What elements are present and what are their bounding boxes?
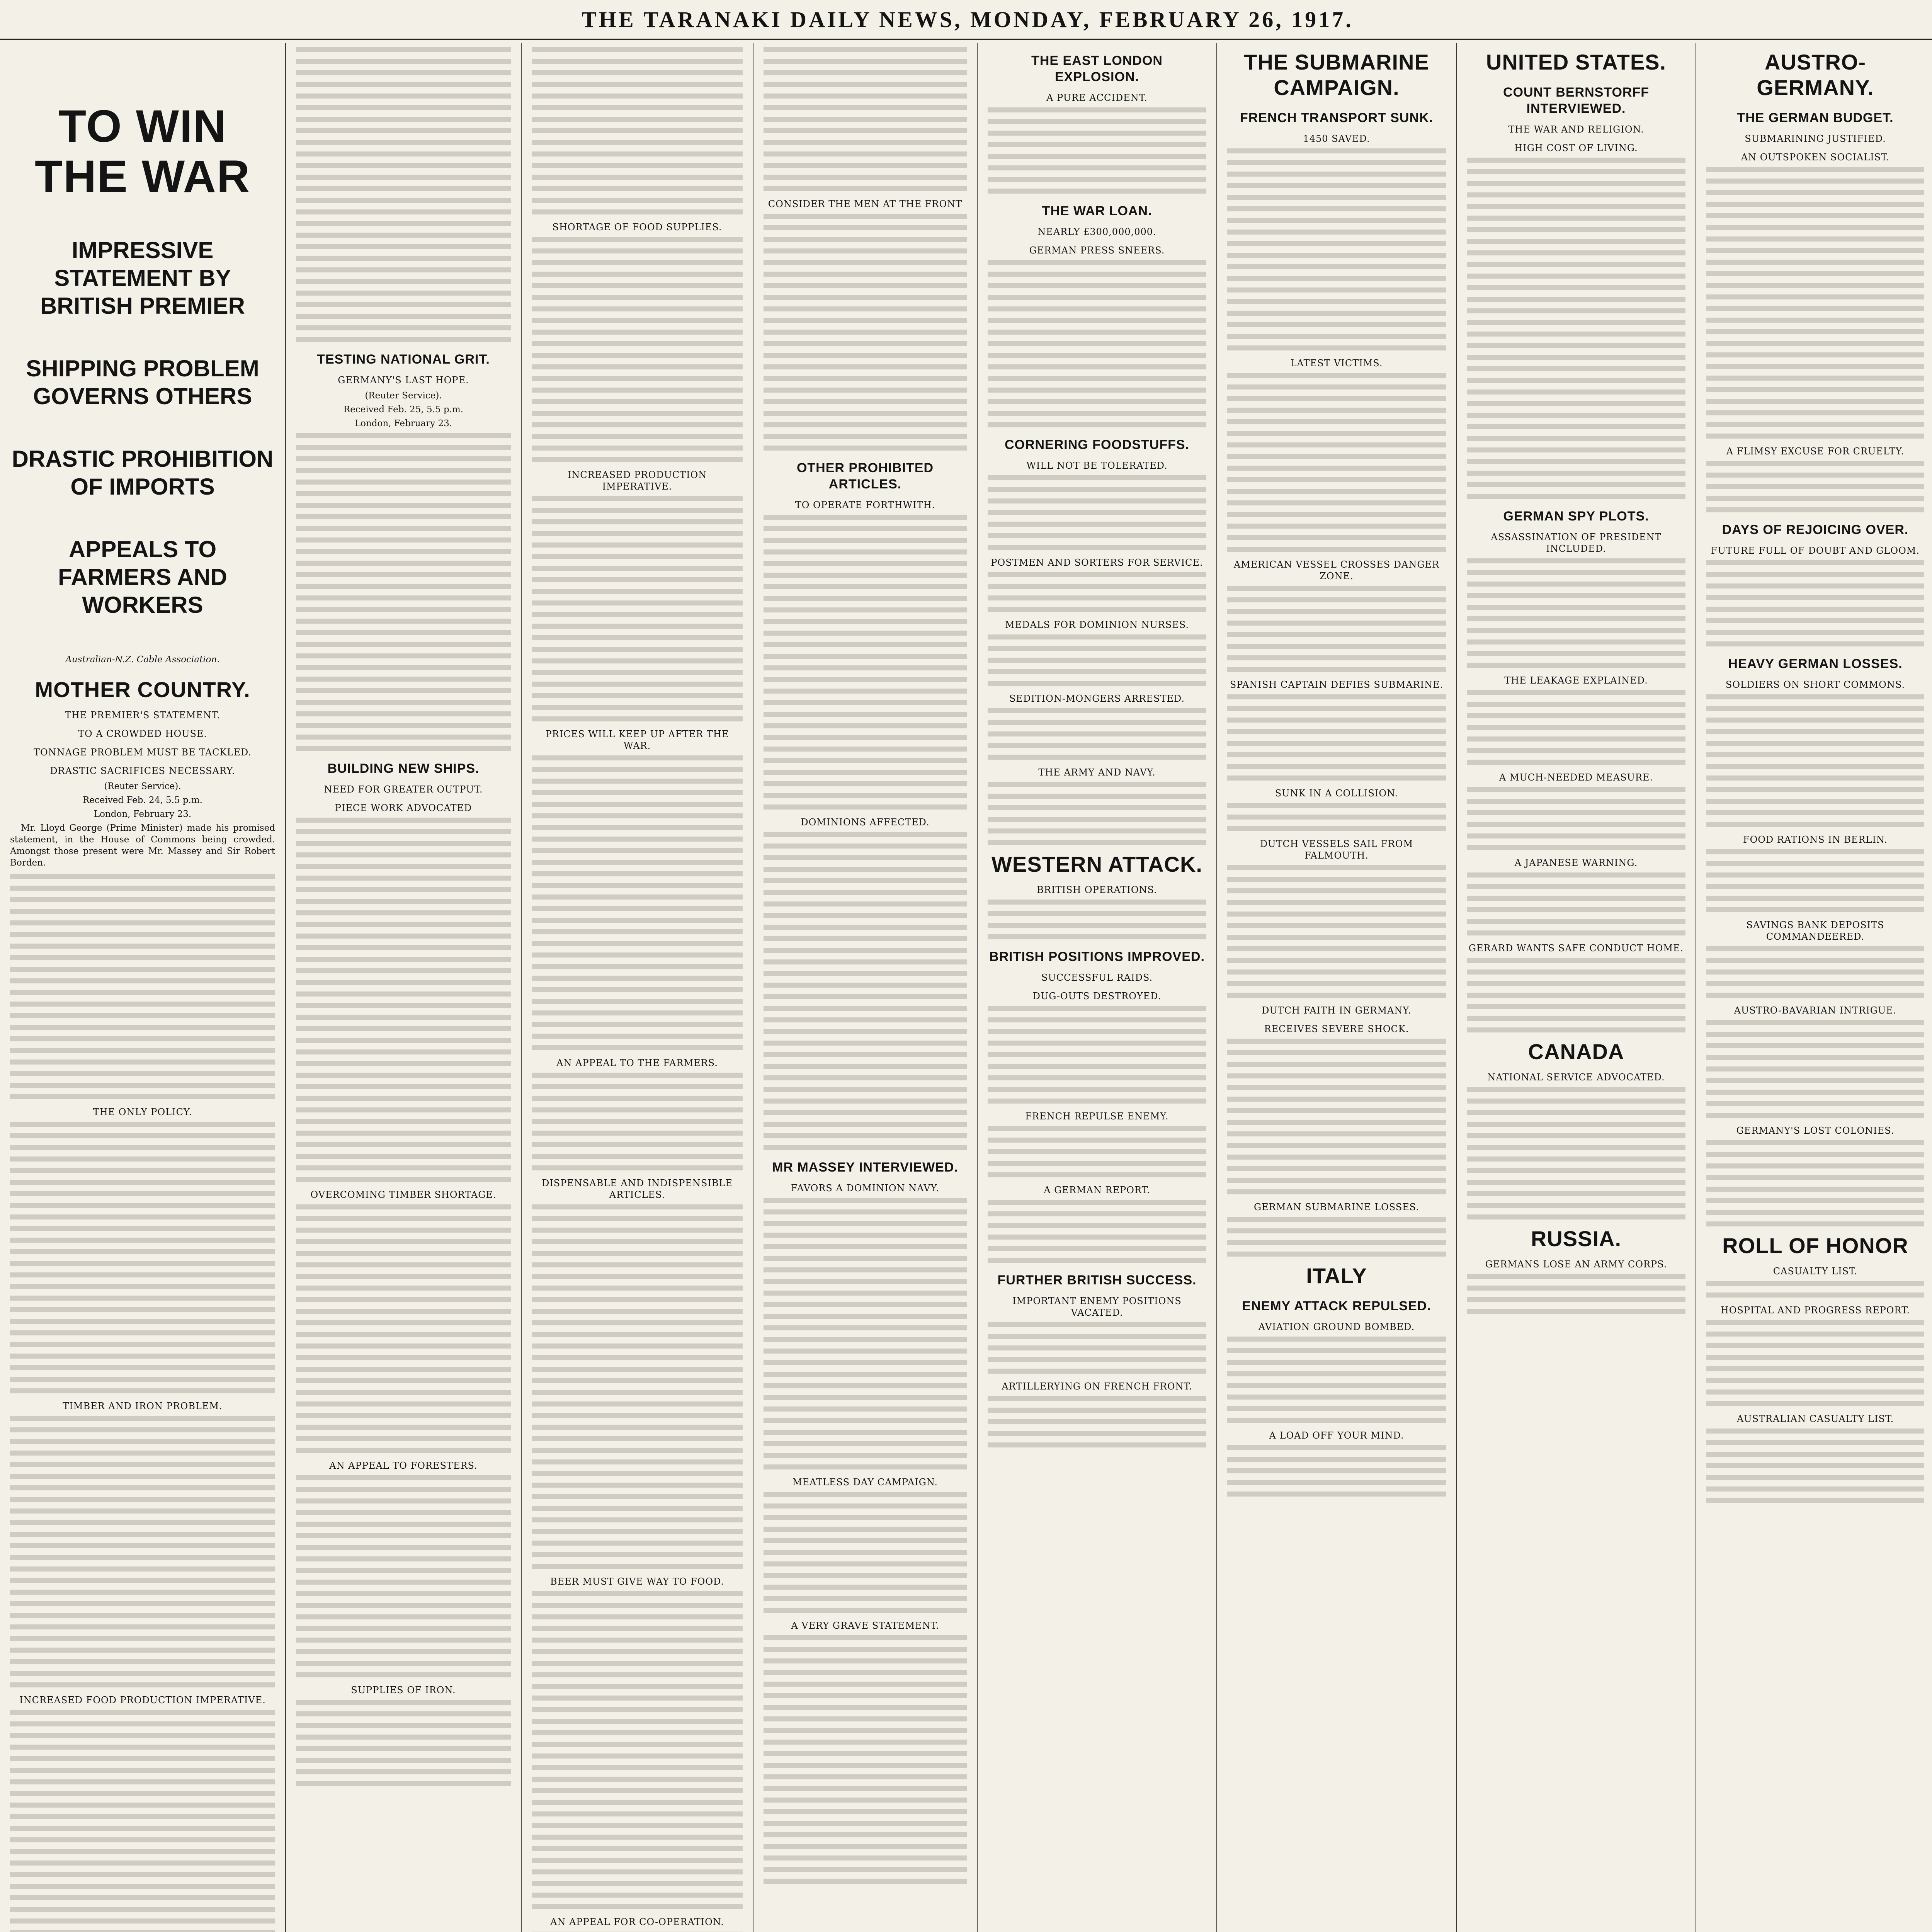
article-text (1227, 1445, 1446, 1497)
section-heading: TESTING NATIONAL GRIT. (317, 352, 490, 367)
section-heading: AUSTRO-GERMANY. (1757, 50, 1874, 100)
section-heading: HEAVY GERMAN LOSSES. (1728, 656, 1903, 671)
article-text (1467, 558, 1685, 668)
section-heading: OTHER PROHIBITED ARTICLES. (796, 461, 934, 492)
section-subheading: DUTCH VESSELS SAIL FROM FALMOUTH. (1260, 838, 1413, 861)
section-heading: THE EAST LONDON EXPLOSION. (1031, 53, 1163, 84)
section-subheading: THE ONLY POLICY. (93, 1107, 192, 1117)
article-text (296, 47, 511, 342)
article-text (988, 1006, 1206, 1104)
section-subheading: HIGH COST OF LIVING. (1514, 143, 1638, 153)
subheadline-4: APPEALS TO FARMERS AND WORKERS (58, 536, 227, 618)
article-text (764, 1198, 967, 1469)
section-subheading: FOOD RATIONS IN BERLIN. (1743, 834, 1888, 845)
article-text (764, 832, 967, 1150)
article-text (988, 1322, 1206, 1374)
section-subheading: BEER MUST GIVE WAY TO FOOD. (550, 1576, 724, 1587)
article-text (10, 1416, 275, 1687)
column-7 (1457, 43, 1696, 1932)
article-text (764, 515, 967, 810)
article-text (988, 782, 1206, 845)
article-text (988, 900, 1206, 939)
article-text (988, 634, 1206, 686)
section-subheading: THE PREMIER'S STATEMENT. (65, 710, 221, 721)
article-text (532, 1073, 743, 1170)
article-text (1227, 373, 1446, 552)
section-heading: ITALY (1306, 1264, 1367, 1288)
section-subheading: BRITISH OPERATIONS. (1037, 884, 1157, 895)
article-text (296, 1204, 511, 1453)
section-subheading: A VERY GRAVE STATEMENT. (791, 1620, 939, 1631)
section-subheading: TONNAGE PROBLEM MUST BE TACKLED. (34, 747, 252, 758)
article-text (988, 708, 1206, 760)
section-subheading: A MUCH-NEEDED MEASURE. (1499, 772, 1653, 783)
article-text (764, 1492, 967, 1613)
section-heading: DAYS OF REJOICING OVER. (1722, 522, 1909, 537)
section-subheading: AN APPEAL TO FORESTERS. (329, 1460, 478, 1471)
article-text (10, 874, 275, 1099)
section-subheading: ARTILLERYING ON FRENCH FRONT. (1002, 1381, 1192, 1392)
subheadline-1: IMPRESSIVE STATEMENT BY BRITISH PREMIER (40, 237, 245, 319)
article-text (988, 1126, 1206, 1177)
article-text (1467, 1274, 1685, 1314)
article-text (1467, 690, 1685, 765)
section-subheading: GERARD WANTS SAFE CONDUCT HOME. (1468, 943, 1684, 954)
section-subheading: PRICES WILL KEEP UP AFTER THE WAR. (545, 729, 729, 751)
section-subheading: PIECE WORK ADVOCATED (335, 803, 472, 813)
section-heading: BRITISH POSITIONS IMPROVED. (989, 949, 1205, 964)
section-subheading: SUNK IN A COLLISION. (1275, 788, 1398, 799)
section-subheading: A PURE ACCIDENT. (1046, 92, 1148, 103)
main-headline: TO WIN THE WAR (34, 101, 251, 202)
article-text (1467, 872, 1685, 935)
section-heading: BUILDING NEW SHIPS. (327, 761, 480, 776)
article-text (1227, 694, 1446, 781)
section-heading: CORNERING FOODSTUFFS. (1004, 437, 1190, 452)
section-subheading: INCREASED PRODUCTION IMPERATIVE. (567, 469, 707, 492)
section-subheading: AN APPEAL TO THE FARMERS. (556, 1058, 718, 1068)
received-line: Received Feb. 25, 5.5 p.m. (343, 405, 463, 415)
article-text (764, 47, 967, 191)
section-subheading: HOSPITAL AND PROGRESS REPORT. (1720, 1305, 1910, 1316)
section-heading: ENEMY ATTACK REPULSED. (1242, 1299, 1431, 1313)
article-text (1227, 1217, 1446, 1257)
section-heading: RUSSIA. (1531, 1226, 1622, 1251)
section-subheading: CASUALTY LIST. (1773, 1266, 1858, 1277)
section-subheading: SUCCESSFUL RAIDS. (1041, 972, 1153, 983)
section-subheading: THE WAR AND RELIGION. (1508, 124, 1644, 135)
article-text (1227, 1039, 1446, 1194)
section-heading: MOTHER COUNTRY. (35, 677, 250, 702)
section-heading: WESTERN ATTACK. (992, 852, 1202, 876)
section-subheading: SEDITION-MONGERS ARRESTED. (1009, 693, 1185, 704)
section-subheading: TIMBER AND IRON PROBLEM. (63, 1401, 223, 1412)
section-subheading: 1450 SAVED. (1303, 133, 1370, 144)
section-subheading: SOLDIERS ON SHORT COMMONS. (1725, 679, 1905, 690)
section-subheading: A GERMAN REPORT. (1044, 1185, 1150, 1196)
article-text (1227, 148, 1446, 350)
article-text (532, 496, 743, 721)
article-text (10, 1710, 275, 1932)
section-subheading: NEED FOR GREATER OUTPUT. (324, 784, 483, 795)
section-subheading: AUSTRALIAN CASUALTY LIST. (1736, 1413, 1894, 1424)
section-subheading: WILL NOT BE TOLERATED. (1026, 460, 1168, 471)
section-heading: ROLL OF HONOR (1722, 1233, 1908, 1258)
column-4 (753, 43, 978, 1932)
dateline: London, February 23. (354, 418, 452, 429)
article-text (1467, 158, 1685, 499)
section-subheading: GERMANY'S LAST HOPE. (338, 375, 469, 386)
section-subheading: ASSASSINATION OF PRESIDENT INCLUDED. (1491, 532, 1662, 554)
article-text (1706, 946, 1924, 998)
article-paragraph: Mr. Lloyd George (Prime Minister) made his promised statement, in the House of Commons being crowded. Amongst those present were Mr. Massey and Sir Robert Borden. (10, 823, 275, 868)
section-heading: FRENCH TRANSPORT SUNK. (1240, 111, 1433, 125)
section-subheading: DOMINIONS AFFECTED. (801, 817, 930, 828)
section-subheading: FAVORS A DOMINION NAVY. (791, 1183, 939, 1194)
credit-line: Australian-N.Z. Cable Association. (65, 655, 220, 665)
column-5 (978, 43, 1217, 1932)
section-subheading: DRASTIC SACRIFICES NECESSARY. (50, 765, 235, 776)
article-text (1706, 849, 1924, 912)
section-subheading: SUBMARINING JUSTIFIED. (1745, 133, 1886, 144)
article-text (988, 1200, 1206, 1263)
article-text (1227, 1337, 1446, 1423)
article-text (296, 1700, 511, 1786)
article-text (988, 1396, 1206, 1447)
subheadline-2: SHIPPING PROBLEM GOVERNS OTHERS (26, 355, 259, 409)
article-text (1706, 461, 1924, 512)
section-subheading: DUTCH FAITH IN GERMANY. (1262, 1005, 1412, 1016)
section-subheading: AVIATION GROUND BOMBED. (1258, 1321, 1415, 1332)
article-text (532, 1591, 743, 1909)
article-text (988, 107, 1206, 194)
masthead: THE TARANAKI DAILY NEWS, MONDAY, FEBRUARY 26, 1917. (0, 0, 1932, 40)
article-text (764, 1635, 967, 1884)
column-3 (522, 43, 753, 1932)
section-subheading: A JAPANESE WARNING. (1514, 857, 1638, 868)
section-subheading: MEATLESS DAY CAMPAIGN. (792, 1477, 938, 1488)
article-text (988, 260, 1206, 427)
section-heading: THE SUBMARINE CAMPAIGN. (1244, 50, 1429, 100)
section-subheading: THE LEAKAGE EXPLAINED. (1504, 675, 1648, 686)
section-subheading: SAVINGS BANK DEPOSITS COMMANDEERED. (1746, 920, 1884, 942)
section-subheading: LATEST VICTIMS. (1290, 358, 1383, 369)
section-subheading: GERMAN SUBMARINE LOSSES. (1253, 1202, 1419, 1213)
article-text (764, 214, 967, 451)
section-subheading: AN APPEAL FOR CO-OPERATION. (550, 1917, 724, 1927)
service-line: (Reuter Service). (365, 391, 442, 401)
section-heading: CANADA (1528, 1039, 1624, 1064)
section-subheading: DISPENSABLE AND INDISPENSIBLE ARTICLES. (542, 1178, 733, 1200)
column-6 (1217, 43, 1457, 1932)
section-subheading: A FLIMSY EXCUSE FOR CRUELTY. (1726, 446, 1905, 457)
service-line: (Reuter Service). (104, 781, 181, 791)
section-subheading: GERMANY'S LOST COLONIES. (1736, 1125, 1895, 1136)
article-text (1227, 586, 1446, 672)
article-text (296, 1475, 511, 1677)
article-text (1706, 694, 1924, 827)
article-text (532, 755, 743, 1050)
section-subheading: INCREASED FOOD PRODUCTION IMPERATIVE. (19, 1695, 266, 1706)
section-subheading: MEDALS FOR DOMINION NURSES. (1005, 619, 1189, 630)
article-text (1706, 1020, 1924, 1118)
section-subheading: OVERCOMING TIMBER SHORTAGE. (310, 1189, 497, 1200)
section-subheading: AN OUTSPOKEN SOCIALIST. (1741, 152, 1890, 163)
section-subheading: IMPORTANT ENEMY POSITIONS VACATED. (1012, 1296, 1182, 1318)
section-subheading: SUPPLIES OF IRON. (351, 1685, 456, 1696)
section-subheading: FRENCH REPULSE ENEMY. (1025, 1111, 1169, 1122)
column-8 (1696, 43, 1932, 1932)
section-heading: THE WAR LOAN. (1042, 204, 1152, 218)
section-subheading: A LOAD OFF YOUR MIND. (1269, 1430, 1404, 1441)
article-text (1467, 958, 1685, 1032)
section-heading: THE GERMAN BUDGET. (1737, 111, 1894, 125)
section-heading: COUNT BERNSTORFF INTERVIEWED. (1503, 85, 1650, 116)
subheadline-3: DRASTIC PROHIBITION OF IMPORTS (12, 446, 274, 500)
section-subheading: TO OPERATE FORTHWITH. (795, 500, 935, 510)
section-subheading: THE ARMY AND NAVY. (1038, 767, 1156, 778)
section-subheading: AMERICAN VESSEL CROSSES DANGER ZONE. (1233, 559, 1440, 582)
article-text (296, 433, 511, 751)
section-subheading: CONSIDER THE MEN AT THE FRONT (768, 199, 963, 209)
article-text (1706, 1140, 1924, 1226)
article-text (1467, 1087, 1685, 1219)
article-text (532, 47, 743, 214)
article-text (532, 237, 743, 462)
section-heading: MR MASSEY INTERVIEWED. (772, 1160, 958, 1175)
article-text (10, 1122, 275, 1393)
article-text (1227, 803, 1446, 831)
article-text (1706, 1281, 1924, 1298)
section-subheading: AUSTRO-BAVARIAN INTRIGUE. (1734, 1005, 1897, 1016)
article-text (1706, 1320, 1924, 1406)
section-subheading: GERMANS LOSE AN ARMY CORPS. (1485, 1259, 1667, 1270)
article-text (988, 572, 1206, 612)
section-subheading: TO A CROWDED HOUSE. (78, 728, 207, 739)
section-heading: FURTHER BRITISH SUCCESS. (997, 1273, 1197, 1287)
article-text (1706, 1429, 1924, 1503)
article-text (1227, 865, 1446, 998)
article-text (1706, 560, 1924, 646)
dateline: London, February 23. (94, 809, 192, 819)
section-subheading: POSTMEN AND SORTERS FOR SERVICE. (991, 557, 1203, 568)
column-1 (0, 43, 286, 1932)
section-subheading: GERMAN PRESS SNEERS. (1029, 245, 1165, 256)
section-subheading: NEARLY £300,000,000. (1037, 226, 1156, 237)
section-subheading: SPANISH CAPTAIN DEFIES SUBMARINE. (1230, 679, 1444, 690)
section-subheading: RECEIVES SEVERE SHOCK. (1264, 1024, 1409, 1034)
section-subheading: SHORTAGE OF FOOD SUPPLIES. (552, 222, 722, 233)
column-2 (286, 43, 522, 1932)
article-text (1467, 787, 1685, 850)
section-heading: GERMAN SPY PLOTS. (1503, 509, 1649, 524)
section-subheading: DUG-OUTS DESTROYED. (1032, 991, 1162, 1002)
received-line: Received Feb. 24, 5.5 p.m. (82, 795, 202, 805)
article-text (532, 1204, 743, 1569)
article-text (296, 818, 511, 1182)
section-subheading: FUTURE FULL OF DOUBT AND GLOOM. (1711, 545, 1920, 556)
article-text (988, 475, 1206, 550)
article-text (1706, 167, 1924, 439)
section-heading: UNITED STATES. (1486, 50, 1667, 74)
section-subheading: NATIONAL SERVICE ADVOCATED. (1487, 1072, 1665, 1083)
